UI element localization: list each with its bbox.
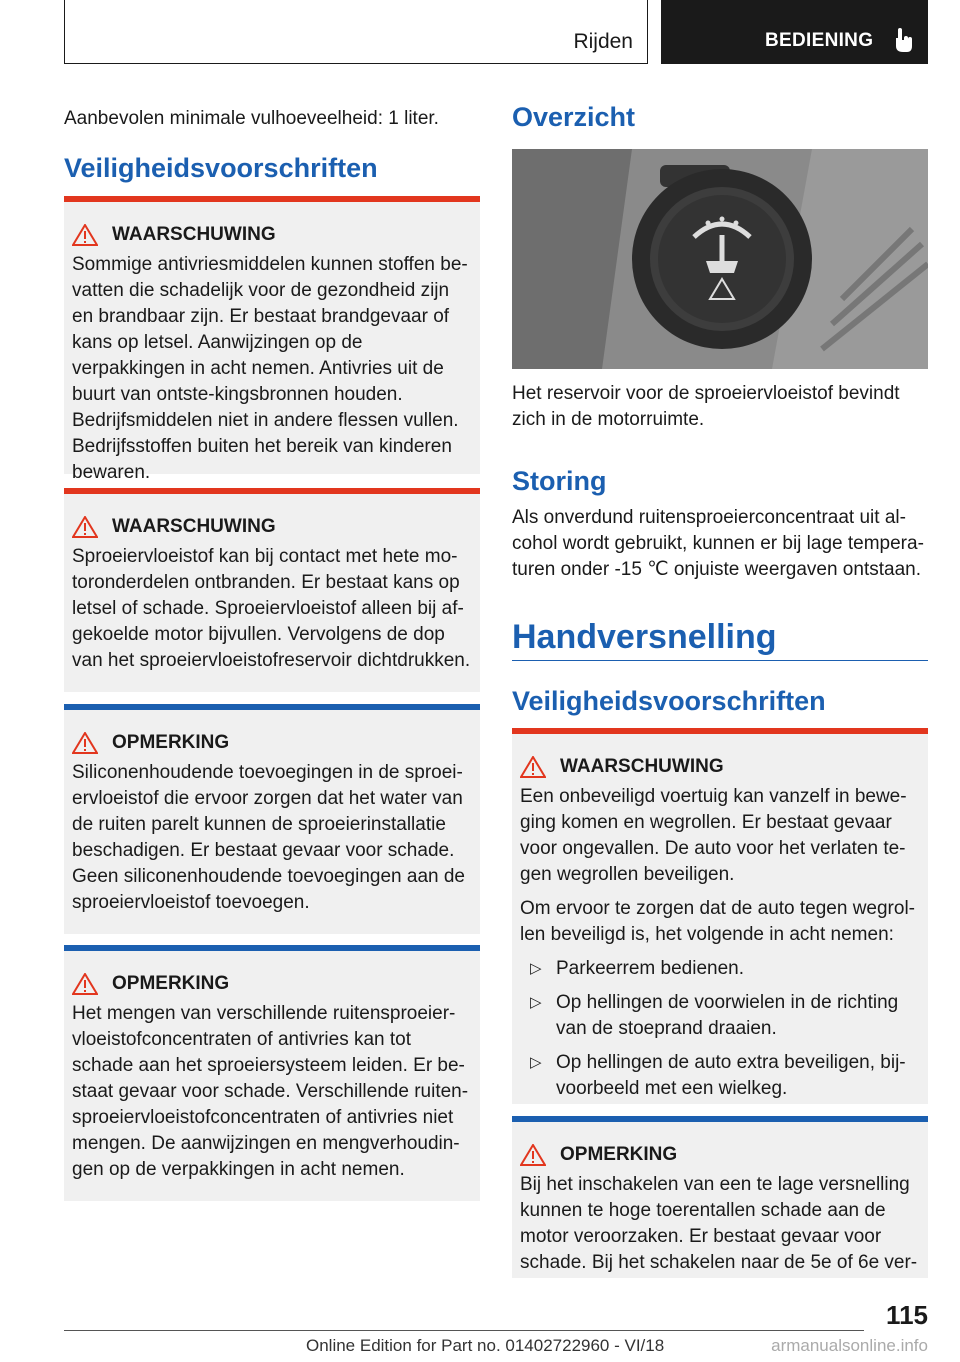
note-text: Het mengen van verschillende ruitensproeier-vloeistofconcentraten of antivries kan tot schade aan het sproeiersysteem leiden. Er be-staat gevaar voor schade. Verschillende ruiten-sproeiervloeistofconcentraten of antivries niet mengen. De aanwijzingen en mengverhoudin-gen op de verpakkingen in acht nemen. <box>72 1003 469 1180</box>
note-box-3 <box>512 1116 928 1278</box>
list-item: ▷ Op hellingen de voorwielen in de richting van de stoeprand draaien. <box>530 992 899 1039</box>
warning-box-2 <box>64 488 480 692</box>
chapter-heading: Handversnelling <box>512 618 777 656</box>
fill-quantity-text: Aanbevolen minimale vulhoeveelheid: 1 liter. <box>64 108 439 129</box>
note-box-2 <box>64 945 480 1201</box>
warning-triangle-icon <box>72 732 98 754</box>
warning-box-3 <box>512 728 928 1104</box>
footer-rule <box>64 1330 864 1331</box>
note-text: Bij het inschakelen van een te lage versnelling kunnen te hoge toerentallen schade aan de motor veroorzaken. Er bestaat gevaar voor schade. Bij het schakelen naar de 5e of 6e ver- <box>520 1174 918 1273</box>
warning-bar <box>64 488 480 494</box>
warning-bar <box>64 196 480 202</box>
warning-triangle-icon <box>72 516 98 538</box>
warning-title: WAARSCHUWING <box>520 756 928 778</box>
reservoir-cap-illustration <box>512 149 928 369</box>
triangle-bullet-icon: ▷ <box>530 960 542 977</box>
chapter-tab <box>661 0 928 64</box>
warning-bar <box>512 728 928 734</box>
triangle-bullet-icon: ▷ <box>530 994 542 1011</box>
note-box-1 <box>64 704 480 934</box>
note-text: Siliconenhoudende toevoegingen in de sproei-ervloeistof die ervoor zorgen dat het water van de ruiten parelt kunnen de sproeierinstallatie beschadigen. Er bestaat gevaar voor schade. Geen siliconenhoudende toevoegingen aan de sproeiervloeistof toevoegen. <box>72 762 465 913</box>
precaution-list <box>520 956 920 1102</box>
chapter-label: BEDIENING <box>765 30 874 51</box>
safety-heading-right: Veiligheidsvoorschriften <box>512 686 826 716</box>
warning-title: WAARSCHUWING <box>72 516 480 538</box>
note-title: OPMERKING <box>72 732 480 754</box>
note-bar <box>64 704 480 710</box>
left-column <box>64 106 480 132</box>
warning-triangle-icon <box>72 224 98 246</box>
watermark: armanualsonline.info <box>771 1336 928 1355</box>
page-header <box>64 0 928 64</box>
section-tab <box>64 0 648 64</box>
washer-reservoir-photo <box>512 149 928 369</box>
warning-triangle-icon <box>520 756 546 778</box>
page-number: 115 <box>886 1300 928 1330</box>
note-title: OPMERKING <box>72 973 480 995</box>
note-title: OPMERKING <box>520 1144 928 1166</box>
warning-text: Sproeiervloeistof kan bij contact met hete mo-toronderdelen ontbranden. Er bestaat kans op letsel of schade. Sproeiervloeistof alleen bij af-gekoelde motor bijvullen. Vervolgens de dop van het sproeiervloeistofreservoir dichtdrukken. <box>72 546 471 671</box>
warning-triangle-icon <box>520 1144 546 1166</box>
edition-text: Online Edition for Part no. 01402722960 - VI/18 <box>306 1336 665 1355</box>
storing-text: Als onverdund ruitensproeierconcentraat uit al-cohol wordt gebruikt, kunnen er bij lage tempera-turen onder -15 ℃ onjuiste weergaven ontstaan. <box>512 507 924 580</box>
overview-text: Het reservoir voor de sproeiervloeistof bevindt zich in de motorruimte. <box>512 383 900 430</box>
note-bar <box>64 945 480 951</box>
warning-text: Sommige antivriesmiddelen kunnen stoffen be-vatten die schadelijk voor de gezondheid zijn en brandbaar zijn. Er bestaat brandgevaar of kans op letsel. Aanwijzingen op de verpakkingen in acht nemen. Antivries uit de buurt van ontste-kingsbronnen houden. Bedrijfsmiddelen niet in andere flessen vullen. Bedrijfsstoffen buiten het bereik van kinderen bewaren. <box>72 254 468 483</box>
section-label: Rijden <box>573 30 633 53</box>
overview-heading: Overzicht <box>512 102 636 132</box>
safety-heading-left: Veiligheidsvoorschriften <box>64 153 378 183</box>
list-item: ▷ Op hellingen de auto extra beveiligen, bij-voorbeeld met een wielkeg. <box>530 1052 906 1099</box>
note-bar <box>512 1116 928 1122</box>
warning-box-1 <box>64 196 480 483</box>
heading-rule <box>512 660 928 661</box>
warning-paragraph-1: Een onbeveiligd voertuig kan vanzelf in bewe-ging komen en wegrollen. Er bestaat gevaar voor ongevallen. De auto voor het verlaten te-gen wegrollen beveiligen. <box>520 786 907 885</box>
warning-text <box>512 784 928 1102</box>
hand-pointer-icon <box>893 26 915 54</box>
triangle-bullet-icon: ▷ <box>530 1054 542 1071</box>
warning-title: WAARSCHUWING <box>72 224 480 246</box>
warning-triangle-icon <box>72 973 98 995</box>
list-item: ▷ Parkeerrem bedienen. <box>526 956 920 982</box>
warning-paragraph-2: Om ervoor te zorgen dat de auto tegen wegrol-len beveiligd is, het volgende in acht nemen: <box>520 898 916 945</box>
storing-heading: Storing <box>512 466 607 496</box>
